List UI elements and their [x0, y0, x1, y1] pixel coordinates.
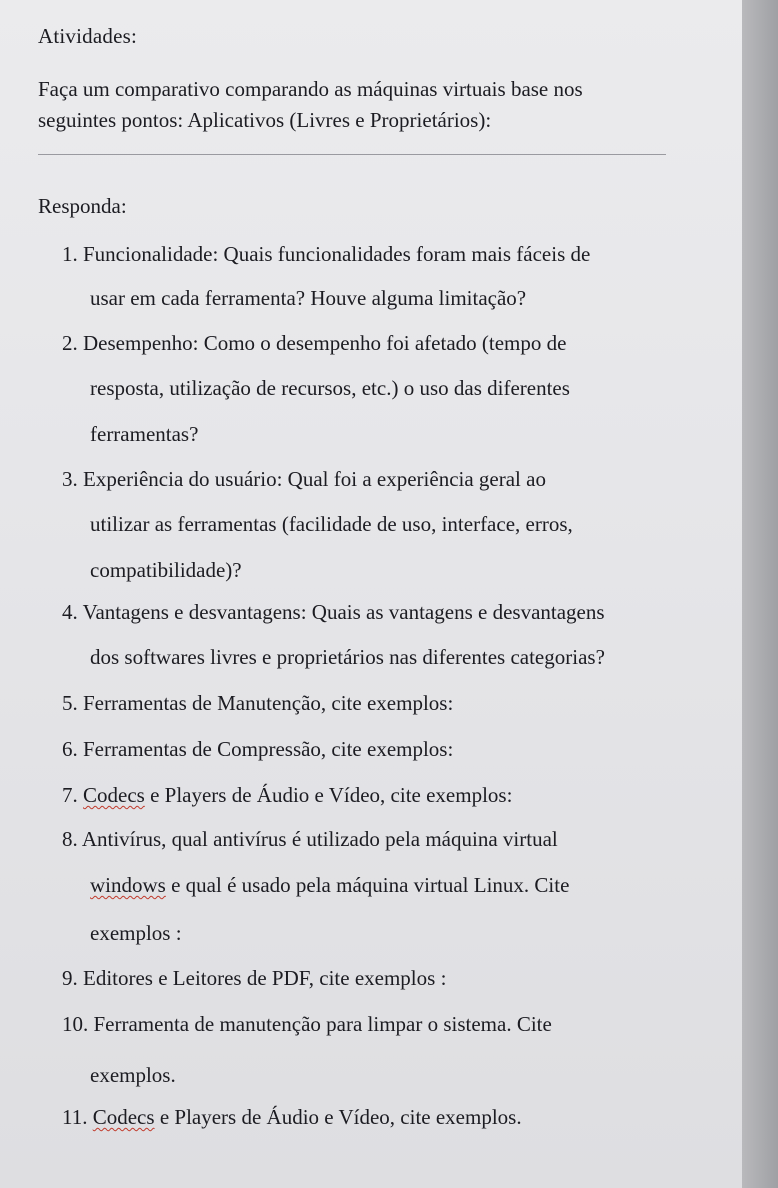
question-8-line-1: 8. Antivírus, qual antivírus é utilizado pela máquina virtual [62, 827, 558, 851]
question-3-line-2: utilizar as ferramentas (facilidade de uso, interface, erros, [90, 512, 573, 536]
question-2-line-3: ferramentas? [90, 422, 199, 446]
respond-label: Responda: [38, 194, 127, 218]
question-3-line-3: compatibilidade)? [90, 558, 242, 582]
screen-edge [742, 0, 778, 1188]
question-7-line-1 [62, 783, 512, 808]
question-11-rest: e Players de Áudio e Vídeo, cite exemplos. [154, 1105, 522, 1129]
question-6-line-1: 6. Ferramentas de Compressão, cite exemplos: [62, 737, 454, 761]
question-11-prefix: 11. [62, 1105, 93, 1129]
question-4-line-2: dos softwares livres e proprietários nas diferentes categorias? [90, 645, 605, 669]
question-1-line-1: 1. Funcionalidade: Quais funcionalidades foram mais fáceis de [62, 242, 591, 266]
spellcheck-word-codecs-2: Codecs [92, 1105, 155, 1129]
question-10-line-2: exemplos. [90, 1063, 176, 1087]
question-10-line-1: 10. Ferramenta de manutenção para limpar o sistema. Cite [62, 1012, 552, 1036]
question-9-line-1: 9. Editores e Leitores de PDF, cite exemplos : [62, 966, 447, 990]
activities-heading: Atividades: [38, 24, 138, 48]
question-2-line-1: 2. Desempenho: Como o desempenho foi afetado (tempo de [62, 331, 567, 355]
question-7-rest: e Players de Áudio e Vídeo, cite exemplos: [144, 783, 513, 807]
question-5-line-1: 5. Ferramentas de Manutenção, cite exemplos: [62, 691, 454, 715]
question-1-line-2: usar em cada ferramenta? Houve alguma limitação? [90, 286, 527, 310]
question-7-prefix: 7. [62, 783, 83, 807]
spellcheck-word-windows: windows [90, 873, 166, 897]
question-8-line-3: exemplos : [90, 921, 182, 945]
intro-paragraph [38, 74, 678, 136]
question-4-line-1: 4. Vantagens e desvantagens: Quais as vantagens e desvantagens [62, 600, 605, 624]
question-2-line-2: resposta, utilização de recursos, etc.) o uso das diferentes [90, 376, 570, 400]
question-11-line-1 [62, 1105, 522, 1130]
intro-line-2: seguintes pontos: Aplicativos (Livres e Proprietários): [38, 108, 492, 132]
question-8-line-2-rest: e qual é usado pela máquina virtual Linux. Cite [165, 873, 570, 897]
divider-line [38, 154, 666, 155]
intro-line-1: Faça um comparativo comparando as máquinas virtuais base nos [38, 77, 583, 101]
spellcheck-word-codecs: Codecs [83, 783, 145, 807]
question-8-line-2 [90, 873, 569, 898]
question-3-line-1: 3. Experiência do usuário: Qual foi a experiência geral ao [62, 467, 546, 491]
